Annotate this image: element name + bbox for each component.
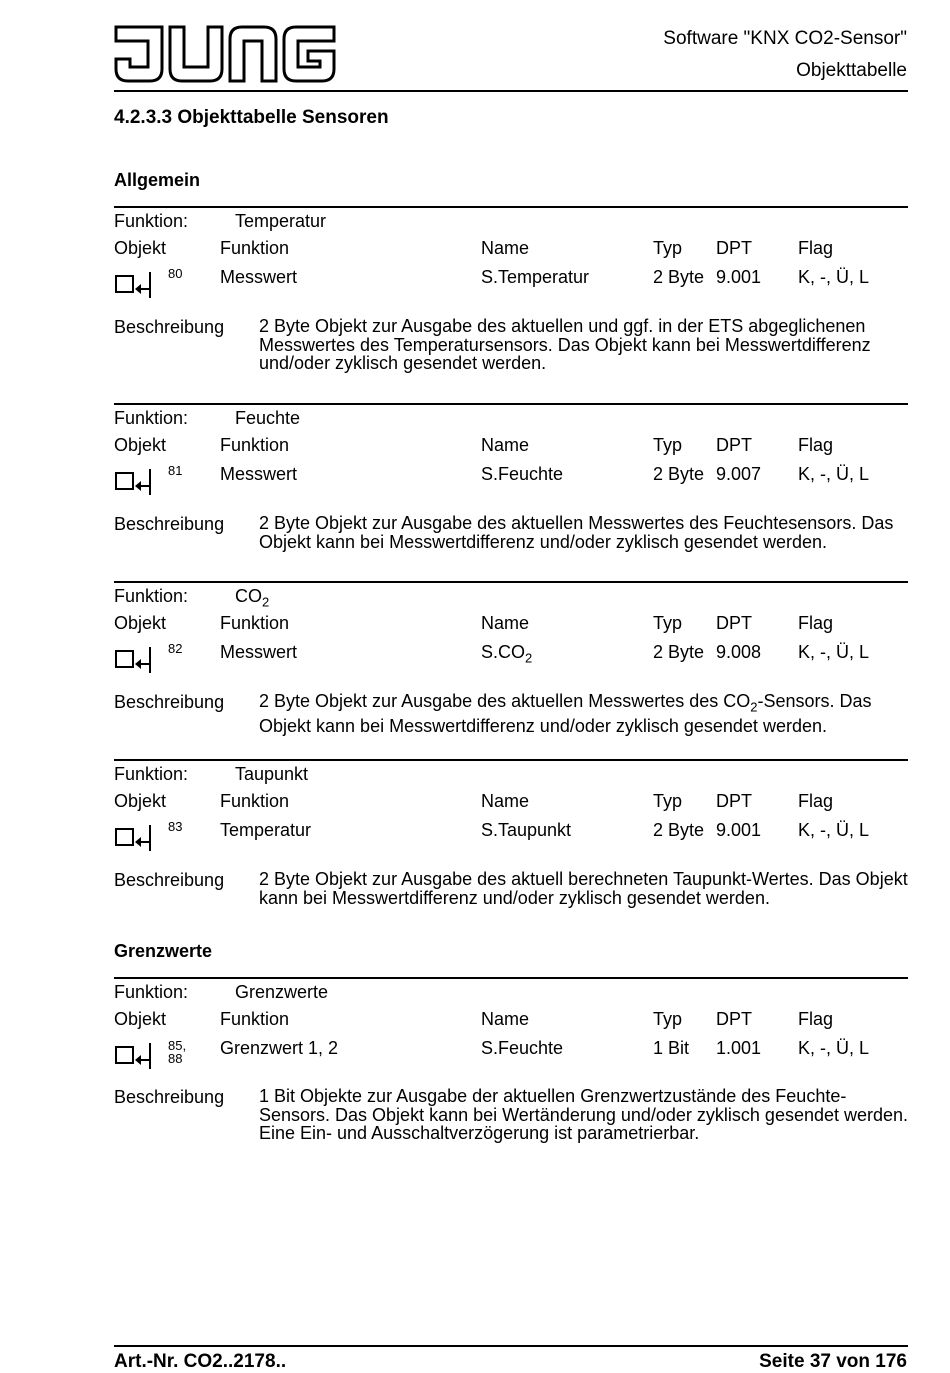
object-function: Messwert (220, 267, 298, 287)
funktion-label: Funktion: (114, 408, 189, 428)
col-typ: Typ (653, 238, 683, 258)
object-function: Messwert (220, 642, 298, 662)
section-title: Objekttabelle (796, 60, 907, 81)
funktion-label: Funktion: (114, 764, 189, 784)
funktion-value: Feuchte (235, 408, 301, 428)
object-description: 2 Byte Objekt zur Ausgabe des aktuellen Messwertes des Feuchtesensors. Das Objekt kann bei Messwertdifferenz und/oder zyklisch gesendet werden. (259, 513, 894, 552)
output-object-icon (114, 825, 154, 851)
output-object-icon (114, 469, 154, 495)
col-dpt: DPT (716, 238, 752, 258)
output-object-icon (114, 272, 154, 298)
object-flag: K, -, Ü, L (798, 820, 870, 840)
block-divider (114, 206, 908, 208)
funktion-value: Temperatur (235, 211, 327, 231)
object-typ: 2 Byte (653, 820, 705, 840)
col-dpt: DPT (716, 791, 752, 811)
jung-logo (114, 25, 336, 83)
output-object-icon (114, 647, 154, 673)
col-typ: Typ (653, 1009, 683, 1029)
col-dpt: DPT (716, 435, 752, 455)
col-name: Name (481, 613, 530, 633)
object-typ: 2 Byte (653, 464, 705, 484)
col-funktion: Funktion (220, 1009, 290, 1029)
article-number: Art.-Nr. CO2..2178.. (114, 1351, 287, 1372)
object-number-second: 88 (168, 1051, 183, 1066)
header-rule (114, 90, 908, 92)
object-dpt: 1.001 (716, 1038, 762, 1058)
object-typ: 2 Byte (653, 642, 705, 662)
object-description: 2 Byte Objekt zur Ausgabe des aktuellen und ggf. in der ETS abgeglichenen Messwertes des Temperatursensors. Das Objekt kann bei Messwertdifferenz und/oder zyklisch gesendet werden. (259, 316, 871, 373)
block-divider (114, 977, 908, 979)
object-description: 1 Bit Objekte zur Ausgabe der aktuellen Grenzwertzustände des Feuchte-Sensors. Das Objekt kann bei Wertänderung und/oder zyklisch gesendet werden. Eine Ein- und Ausschaltverzögerung ist parametrierbar. (259, 1086, 909, 1143)
col-name: Name (481, 238, 530, 258)
object-dpt: 9.007 (716, 464, 762, 484)
col-funktion: Funktion (220, 238, 290, 258)
object-name: S.Feuchte (481, 1038, 564, 1058)
object-name: S.Feuchte (481, 464, 564, 484)
object-function: Messwert (220, 464, 298, 484)
col-name: Name (481, 435, 530, 455)
beschreibung-label: Beschreibung (114, 870, 225, 890)
object-flag: K, -, Ü, L (798, 267, 870, 287)
col-funktion: Funktion (220, 613, 290, 633)
beschreibung-label: Beschreibung (114, 1087, 225, 1107)
col-funktion: Funktion (220, 435, 290, 455)
object-flag: K, -, Ü, L (798, 464, 870, 484)
footer-rule (114, 1345, 908, 1347)
document-title: Software "KNX CO2-Sensor" (663, 28, 907, 49)
funktion-value: Taupunkt (235, 764, 309, 784)
beschreibung-label: Beschreibung (114, 317, 225, 337)
object-name: $S.CO_2$ (481, 642, 533, 666)
block-divider (114, 581, 908, 583)
col-flag: Flag (798, 791, 834, 811)
object-number: 80 (168, 266, 183, 281)
funktion-label: Funktion: (114, 211, 189, 231)
group-heading-allgemein: Allgemein (114, 170, 201, 190)
object-dpt: 9.008 (716, 642, 762, 662)
col-flag: Flag (798, 238, 834, 258)
object-number: 83 (168, 819, 183, 834)
col-dpt: DPT (716, 1009, 752, 1029)
block-divider (114, 403, 908, 405)
object-flag: K, -, Ü, L (798, 1038, 870, 1058)
funktion-value: $CO_2$ (235, 586, 270, 610)
object-name: S.Temperatur (481, 267, 590, 287)
col-typ: Typ (653, 791, 683, 811)
col-name: Name (481, 1009, 530, 1029)
col-typ: Typ (653, 613, 683, 633)
object-function: Temperatur (220, 820, 312, 840)
funktion-label: Funktion: (114, 586, 189, 606)
page-number: Seite 37 von 176 (759, 1351, 907, 1372)
block-divider (114, 759, 908, 761)
beschreibung-label: Beschreibung (114, 514, 225, 534)
group-heading-grenzwerte: Grenzwerte (114, 941, 213, 961)
col-objekt: Objekt (114, 238, 167, 258)
object-number: 85, (168, 1038, 187, 1053)
col-flag: Flag (798, 613, 834, 633)
col-flag: Flag (798, 1009, 834, 1029)
object-dpt: 9.001 (716, 267, 762, 287)
col-objekt: Objekt (114, 1009, 167, 1029)
col-objekt: Objekt (114, 791, 167, 811)
object-flag: K, -, Ü, L (798, 642, 870, 662)
col-objekt: Objekt (114, 435, 167, 455)
page-heading: 4.2.3.3 Objekttabelle Sensoren (114, 107, 389, 128)
object-dpt: 9.001 (716, 820, 762, 840)
object-number: 81 (168, 463, 183, 478)
object-description: 2 Byte Objekt zur Ausgabe des aktuellen Messwertes des $CO_2$-Sensors. Das Objekt kann bei Messwertdifferenz und/oder zyklisch gesendet werden. (259, 691, 872, 737)
object-function: Grenzwert 1, 2 (220, 1038, 339, 1058)
object-name: S.Taupunkt (481, 820, 572, 840)
col-objekt: Objekt (114, 613, 167, 633)
col-funktion: Funktion (220, 791, 290, 811)
object-typ: 1 Bit (653, 1038, 690, 1058)
col-name: Name (481, 791, 530, 811)
beschreibung-label: Beschreibung (114, 692, 225, 712)
object-typ: 2 Byte (653, 267, 705, 287)
output-object-icon (114, 1043, 154, 1069)
funktion-value: Grenzwerte (235, 982, 329, 1002)
col-flag: Flag (798, 435, 834, 455)
funktion-label: Funktion: (114, 982, 189, 1002)
col-typ: Typ (653, 435, 683, 455)
object-number: 82 (168, 641, 183, 656)
col-dpt: DPT (716, 613, 752, 633)
object-description: 2 Byte Objekt zur Ausgabe des aktuell berechneten Taupunkt-Wertes. Das Objekt kann bei Messwertdifferenz und/oder zyklisch gesendet werden. (259, 869, 908, 908)
